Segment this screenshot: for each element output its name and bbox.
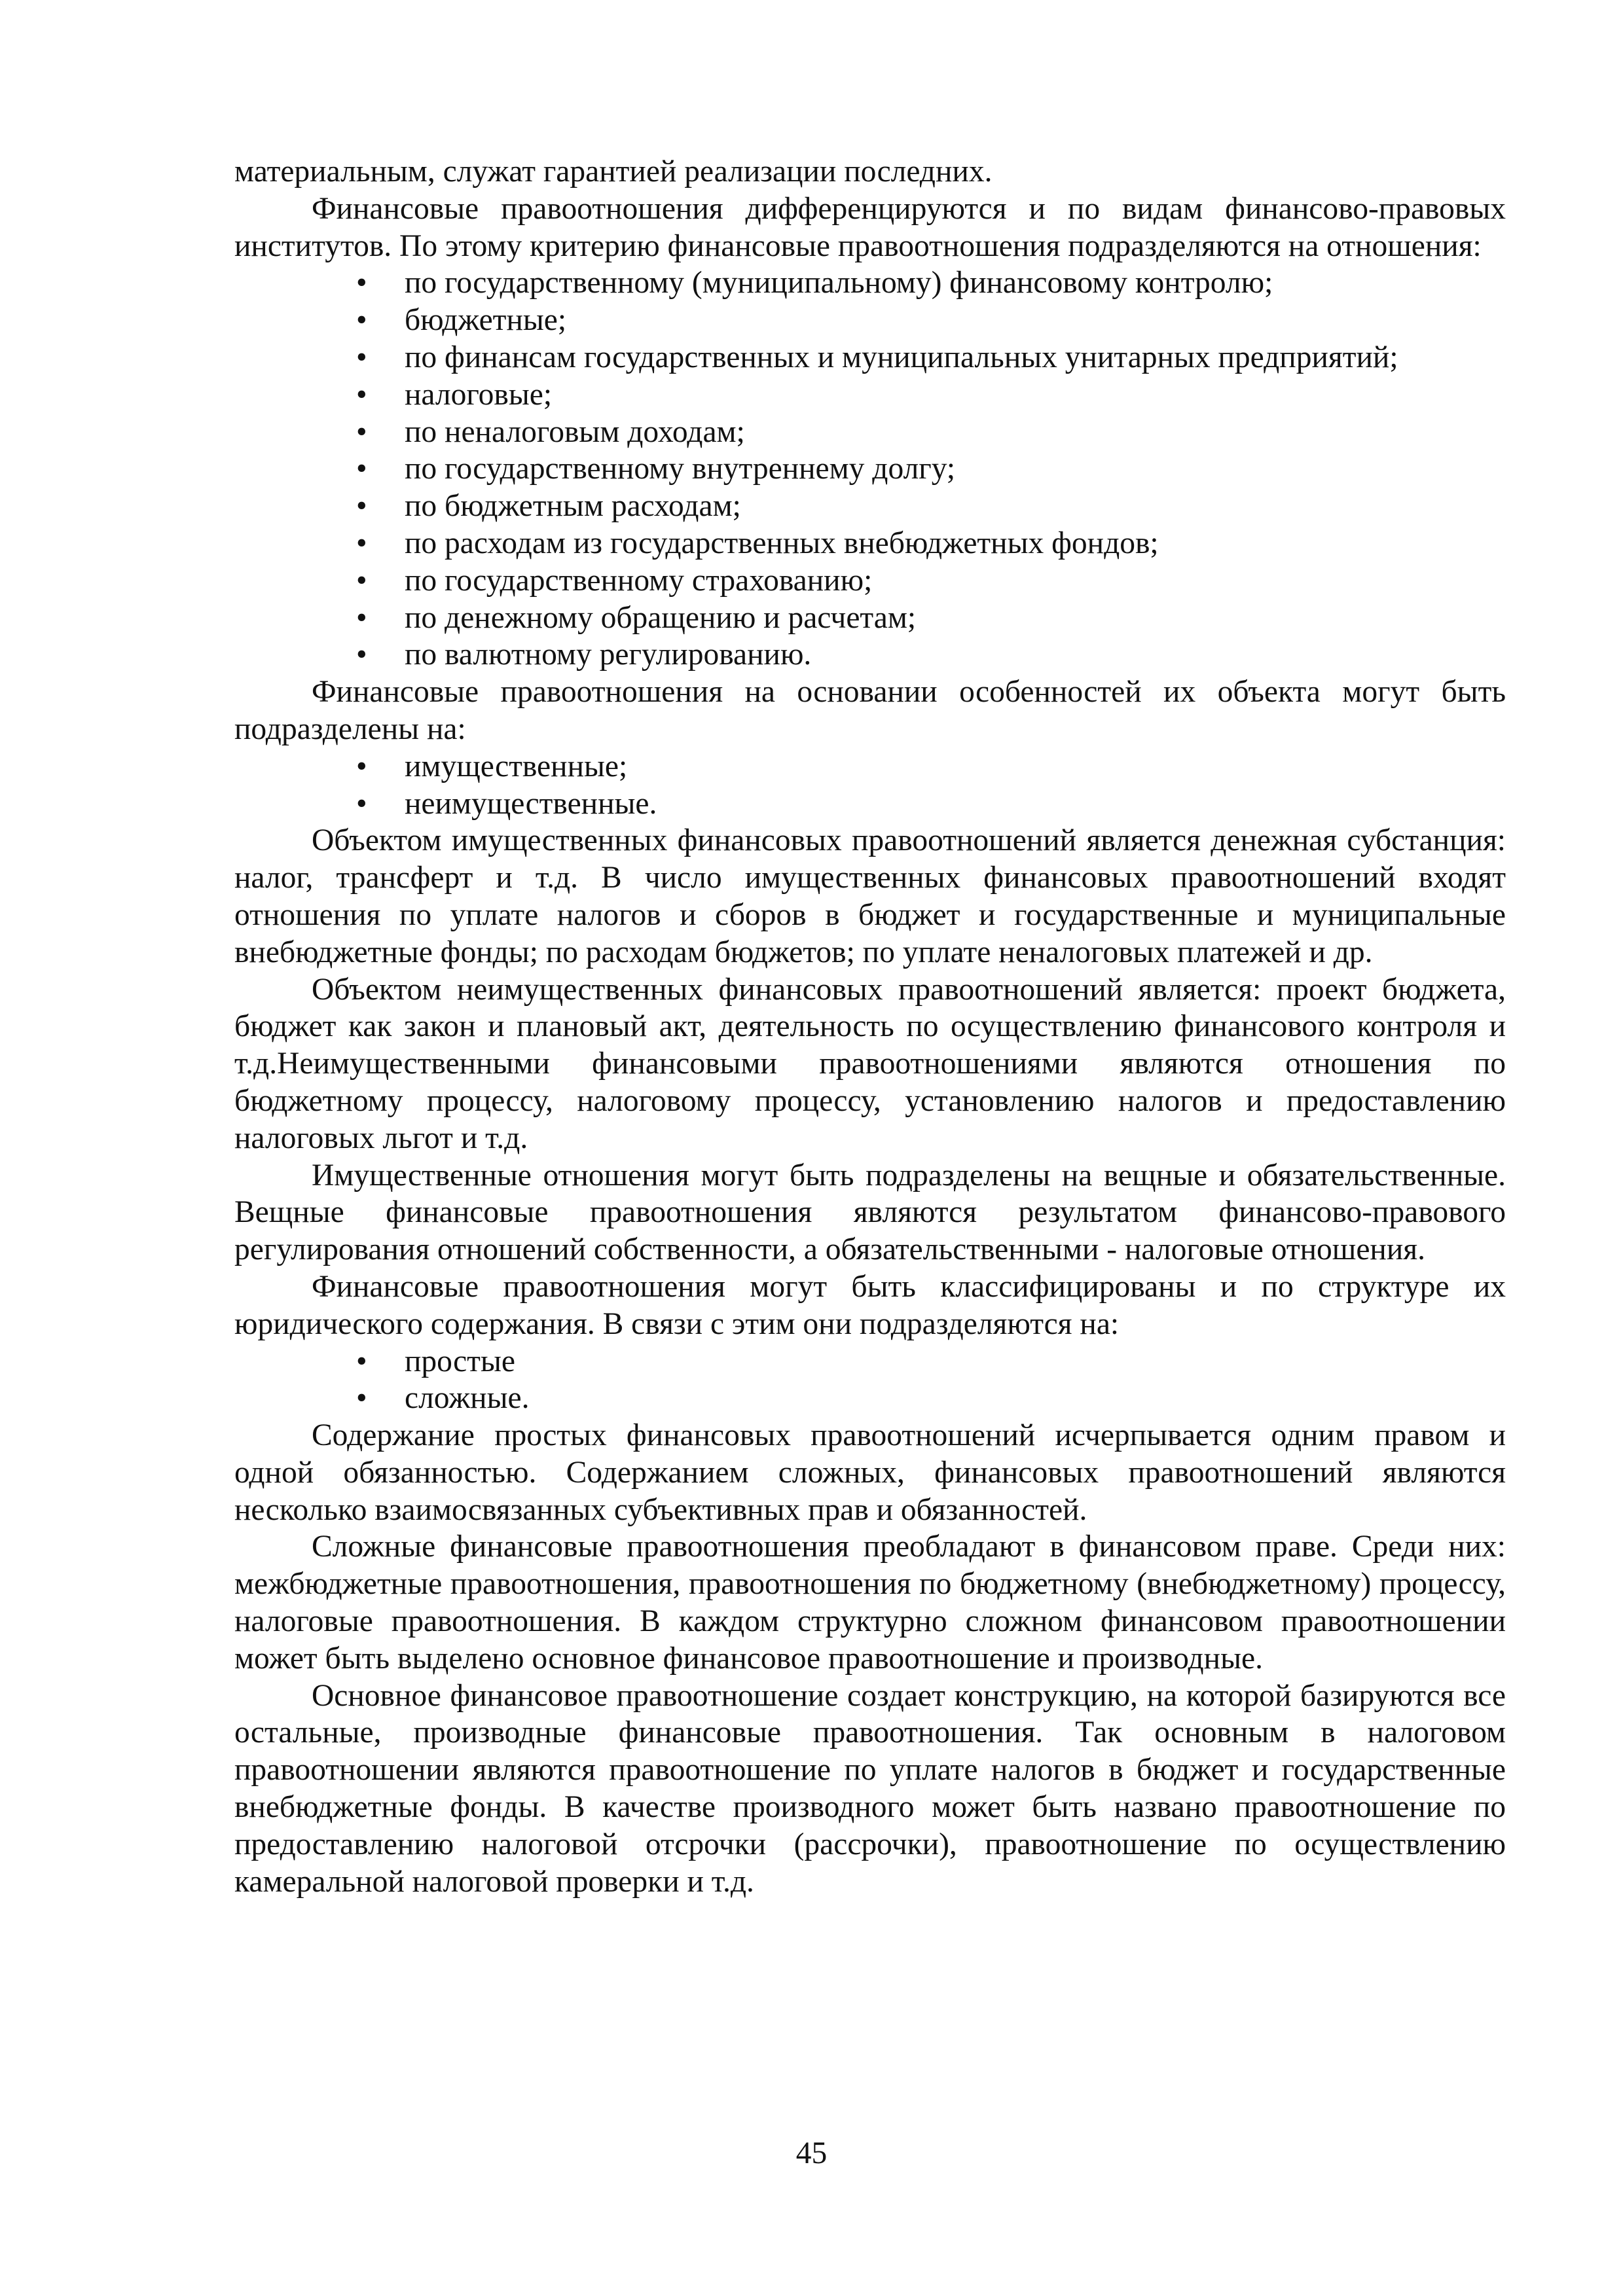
list-item: • по государственному внутреннему долгу;	[234, 450, 1506, 488]
bullet-icon: •	[356, 600, 367, 635]
paragraph-object-basis: Финансовые правоотношения на основании особенностей их объекта могут быть подразделены на:	[234, 675, 1506, 746]
bullet-icon: •	[356, 563, 367, 598]
bullet-icon: •	[356, 637, 367, 672]
list-item: • по неналоговым доходам;	[234, 414, 1506, 451]
list-item: • по валютному регулированию.	[234, 636, 1506, 673]
bullet-icon: •	[356, 452, 367, 486]
bullet-icon: •	[356, 786, 367, 821]
list-item: • по государственному (муниципальному) финансовому контролю;	[234, 264, 1506, 302]
bullet-icon: •	[356, 526, 367, 560]
list-item: • налоговые;	[234, 376, 1506, 414]
list-institute-types	[234, 264, 1506, 673]
bullet-icon: •	[356, 266, 367, 300]
list-item: • неимущественные.	[234, 785, 1506, 823]
list-item: • простые	[234, 1343, 1506, 1380]
bullet-icon: •	[356, 489, 367, 524]
list-item: • по бюджетным расходам;	[234, 488, 1506, 525]
paragraph-continuation: материальным, служат гарантией реализации последних.	[234, 154, 993, 188]
paragraph-simple-complex: Содержание простых финансовых правоотношений исчерпывается одним правом и одной обязанностью. Содержанием сложных, финансовых правоотношений являются несколько взаимосвязанных субъективных прав и обязанностей.	[234, 1418, 1506, 1527]
page-body	[234, 153, 1506, 1900]
list-item: • по денежному обращению и расчетам;	[234, 600, 1506, 637]
paragraph-nonproperty-object: Объектом неимущественных финансовых правоотношений является: проект бюджета, бюджет как закон и плановый акт, деятельность по осуществлению финансового контроля и т.д.Неимущественными финансовыми правоотношениями являются отношения по бюджетному процессу, налоговому процессу, установлению налогов и предоставлению налоговых льгот и т.д.	[234, 972, 1506, 1155]
list-item: • по финансам государственных и муниципальных унитарных предприятий;	[234, 339, 1506, 376]
paragraph-property-object: Объектом имущественных финансовых правоотношений является денежная субстанция: налог, трансферт и т.д. В число имущественных финансовых правоотношений входят отношения по уплате налогов и сборов в бюджет и государственные и муниципальные внебюджетные фонды; по расходам бюджетов; по уплате неналоговых платежей и др.	[234, 823, 1506, 969]
list-item: • имущественные;	[234, 748, 1506, 785]
paragraph-property-subdivision: Имущественные отношения могут быть подразделены на вещные и обязательственные. Вещные финансовые правоотношения являются результатом финансово-правового регулирования отношений собственности, а обязательственными - налоговые отношения.	[234, 1158, 1506, 1267]
bullet-icon: •	[356, 749, 367, 783]
bullet-icon: •	[356, 1344, 367, 1378]
list-item: • сложные.	[234, 1380, 1506, 1417]
paragraph-institutes: Финансовые правоотношения дифференцируются и по видам финансово-правовых институтов. По этому критерию финансовые правоотношения подразделяются на отношения:	[234, 191, 1506, 263]
bullet-icon: •	[356, 414, 367, 449]
paragraph-basic-relation: Основное финансовое правоотношение создает конструкцию, на которой базируются все остальные, производные финансовые правоотношения. Так основным в налоговом правоотношении являются правоотношение по уплате налогов в бюджет и государственные внебюджетные фонды. В качестве производного может быть названо правоотношение по предоставлению налоговой отсрочки (рассрочки), правоотношение по осуществлению камеральной налоговой проверки и т.д.	[234, 1678, 1506, 1899]
list-item: • по расходам из государственных внебюджетных фондов;	[234, 525, 1506, 562]
bullet-icon: •	[356, 377, 367, 412]
bullet-icon: •	[356, 340, 367, 374]
list-structure-types	[234, 1343, 1506, 1418]
list-item: • бюджетные;	[234, 302, 1506, 339]
page-number: 45	[795, 2136, 828, 2170]
list-object-types	[234, 748, 1506, 823]
bullet-icon: •	[356, 303, 367, 338]
paragraph-structure-classification: Финансовые правоотношения могут быть классифицированы и по структуре их юридического содержания. В связи с этим они подразделяются на:	[234, 1269, 1506, 1341]
list-item: • по государственному страхованию;	[234, 562, 1506, 600]
paragraph-complex-prevail: Сложные финансовые правоотношения преобладают в финансовом праве. Среди них: межбюджетные правоотношения, правоотношения по бюджетному (внебюджетному) процессу, налоговые правоотношения. В каждом структурно сложном финансовом правоотношении может быть выделено основное финансовое правоотношение и производные.	[234, 1530, 1506, 1676]
bullet-icon: •	[356, 1381, 367, 1416]
